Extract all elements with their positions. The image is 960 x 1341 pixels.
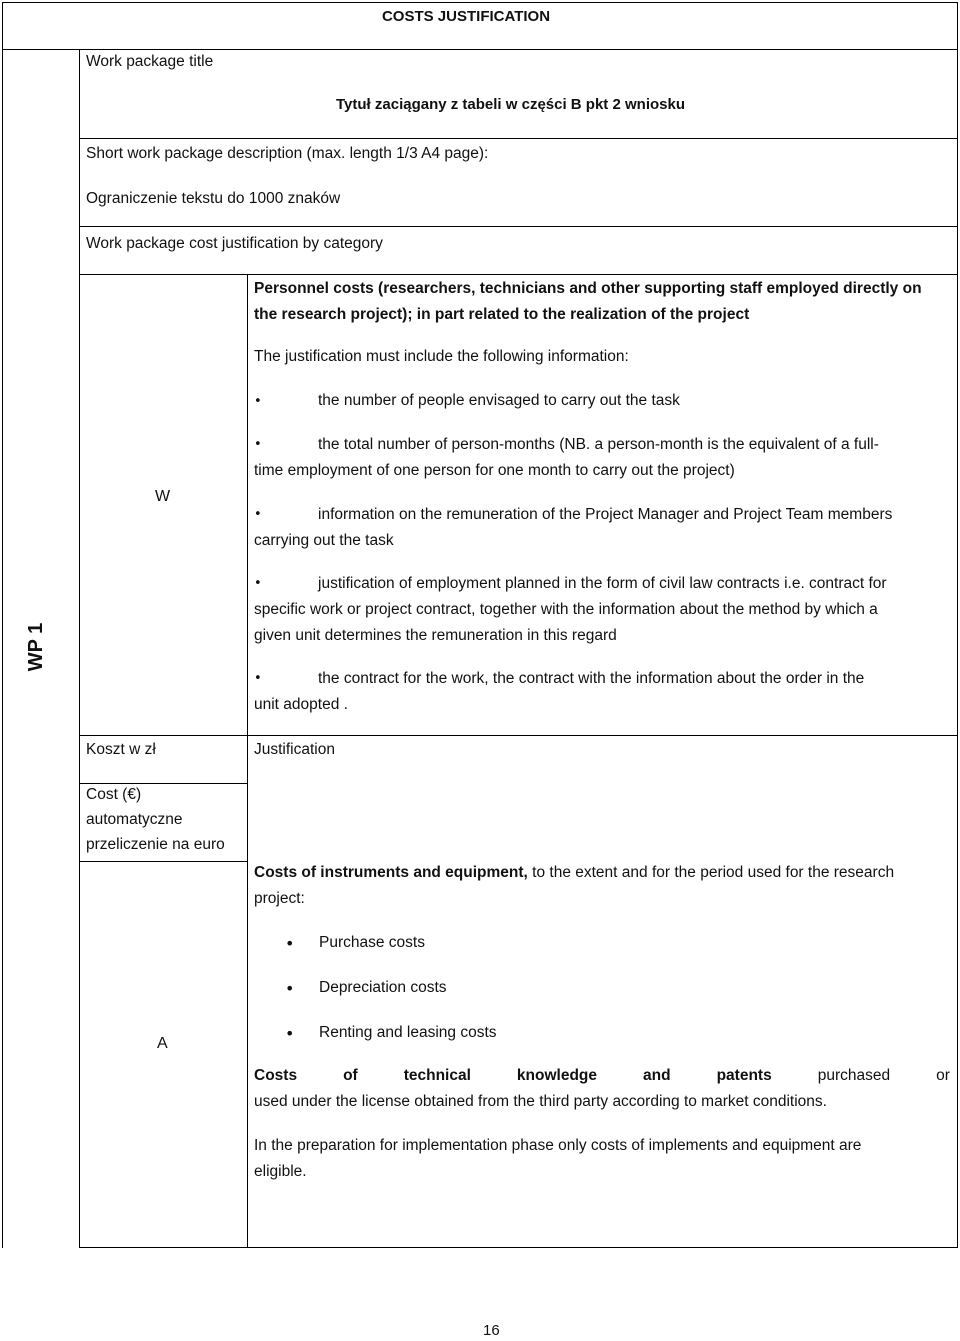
knowledge-word: knowledge — [516, 1067, 598, 1084]
row-divider — [79, 861, 248, 862]
cost-justification-label: Work package cost justification by category — [86, 235, 383, 252]
equipment-item-depreciation: Depreciation costs — [319, 979, 447, 996]
personnel-bullet-5-line2: unit adopted . — [254, 696, 348, 713]
personnel-intro: The justification must include the following information: — [254, 348, 629, 365]
table-border-top — [2, 2, 958, 3]
row-divider — [79, 783, 248, 784]
personnel-bullet-4-line2: specific work or project contract, together with the information about the method by which a — [254, 601, 878, 618]
equipment-heading-line1 — [254, 864, 894, 882]
knowledge-word: patents — [716, 1067, 772, 1084]
work-package-title-note: Tytuł zaciągany z tabeli w części B pkt 2 wniosku — [336, 96, 685, 113]
short-description-label: Short work package description (max. length 1/3 A4 page): — [86, 145, 489, 162]
bullet-icon: • — [254, 507, 262, 522]
personnel-bullet-4-line1: justification of employment planned in the form of civil law contracts i.e. contract for — [318, 575, 887, 592]
bullet-icon: • — [285, 934, 295, 953]
short-description-note: Ograniczenie tekstu do 1000 znaków — [86, 190, 341, 207]
knowledge-word: Costs — [254, 1067, 298, 1084]
bullet-icon: • — [254, 394, 262, 409]
bullet-icon: • — [254, 576, 262, 591]
cost-eur-line1: Cost (€) — [86, 786, 142, 803]
bullet-icon: • — [285, 979, 295, 998]
personnel-bullet-2-line1: the total number of person-months (NB. a person-month is the equivalent of a full- — [318, 436, 879, 453]
personnel-bullet-5-line1: the contract for the work, the contract with the information about the order in the — [318, 670, 865, 687]
personnel-bullet-3-line1: information on the remuneration of the Project Manager and Project Team members — [318, 506, 893, 523]
equipment-item-renting: Renting and leasing costs — [319, 1024, 497, 1041]
column-divider — [79, 49, 80, 1248]
row-divider — [79, 138, 958, 139]
cost-eur-line2: automatyczne — [86, 811, 183, 828]
page-number: 16 — [483, 1322, 500, 1339]
personnel-bullet-4-line3: given unit determines the remuneration in this regard — [254, 627, 617, 644]
table-border-bottom — [79, 1247, 958, 1248]
personnel-category-letter: W — [155, 488, 171, 505]
work-package-side-label: WP 1 — [25, 622, 47, 672]
personnel-heading-line1: Personnel costs (researchers, technicians and other supporting staff employed directly on — [254, 280, 922, 297]
justification-label: Justification — [254, 741, 335, 758]
personnel-bullet-2-line2: time employment of one person for one month to carry out the project) — [254, 462, 735, 479]
work-package-title-label: Work package title — [86, 53, 214, 70]
equipment-note-line1: In the preparation for implementation phase only costs of implements and equipment are — [254, 1137, 862, 1154]
bullet-icon: • — [254, 671, 262, 686]
personnel-heading-line2: the research project); in part related to the realization of the project — [254, 306, 750, 323]
personnel-bullet-3-line2: carrying out the task — [254, 532, 394, 549]
knowledge-word: and — [643, 1067, 671, 1084]
bullet-icon: • — [285, 1024, 295, 1043]
knowledge-word: purchased — [817, 1067, 891, 1084]
table-border-right — [957, 2, 958, 1248]
cost-pln-label: Koszt w zł — [86, 741, 156, 758]
row-divider — [79, 735, 958, 736]
equipment-item-purchase: Purchase costs — [319, 934, 425, 951]
equipment-category-letter: A — [157, 1035, 168, 1052]
knowledge-line2: used under the license obtained from the third party according to market conditions. — [254, 1093, 827, 1110]
knowledge-word: of — [343, 1067, 358, 1084]
bullet-icon: • — [254, 437, 262, 452]
equipment-heading-line2: project: — [254, 890, 305, 907]
page-title: COSTS JUSTIFICATION — [381, 8, 551, 25]
knowledge-line1 — [254, 1067, 950, 1085]
personnel-bullet-1: the number of people envisaged to carry out the task — [318, 392, 680, 409]
column-divider — [247, 274, 248, 1248]
row-divider — [79, 226, 958, 227]
cost-eur-line3: przeliczenie na euro — [86, 836, 225, 853]
equipment-note-line2: eligible. — [254, 1163, 307, 1180]
row-divider — [79, 274, 958, 275]
table-border-left — [2, 2, 3, 1248]
row-divider — [2, 49, 958, 50]
equipment-heading-bold: Costs of instruments and equipment, — [254, 864, 528, 881]
knowledge-word: technical — [403, 1067, 471, 1084]
equipment-heading-rest: to the extent and for the period used for the research — [527, 864, 895, 881]
knowledge-word: or — [936, 1067, 950, 1084]
